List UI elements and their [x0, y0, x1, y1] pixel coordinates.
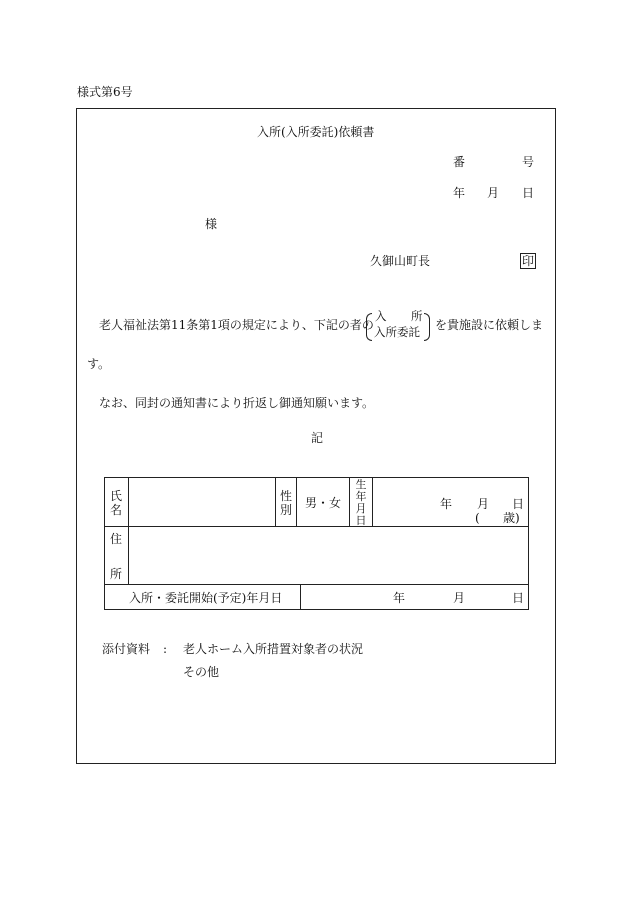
number-label-go: 号 — [522, 155, 535, 169]
option-nyusho-a: 入 — [375, 309, 387, 323]
sex-label-2: 別 — [280, 503, 293, 517]
attachment-item-2: その他 — [183, 665, 220, 679]
date-day-label: 日 — [522, 186, 535, 200]
name-value[interactable] — [130, 478, 274, 525]
date-year-label: 年 — [453, 186, 466, 200]
table-vline-name — [128, 477, 129, 585]
request-paragraph-cont: す。 — [87, 357, 111, 371]
age-label: 歳) — [503, 511, 520, 525]
start-year: 年 — [393, 591, 406, 605]
birth-month: 月 — [477, 497, 490, 511]
request-paragraph-part2: を貴施設に依頼しま — [435, 318, 544, 332]
bracket-right — [424, 313, 430, 341]
attachments-colon: : — [163, 642, 168, 656]
table-vline-birth-value — [372, 477, 373, 527]
ki-heading: 記 — [311, 431, 324, 445]
table-vline-birth-label — [349, 477, 350, 527]
birth-label — [355, 479, 367, 527]
sex-value[interactable]: 男・女 — [305, 496, 342, 510]
address-label-2: 所 — [110, 567, 123, 581]
birth-label-3: 月 — [355, 502, 367, 515]
start-date-label: 入所・委託開始(予定)年月日 — [129, 591, 283, 605]
name-label-1: 氏 — [110, 489, 123, 503]
age-open-paren: ( — [475, 511, 480, 525]
sender-name: 久御山町長 — [370, 254, 431, 268]
notice-paragraph: なお、同封の通知書により折返し御通知願います。 — [99, 396, 375, 410]
address-value[interactable] — [130, 528, 527, 583]
date-month-label: 月 — [487, 186, 500, 200]
table-vline-sex-label — [275, 477, 276, 527]
birth-label-4: 日 — [355, 514, 367, 527]
seal-mark: 印 — [522, 254, 535, 268]
bracket-left — [366, 313, 372, 341]
address-label-1: 住 — [110, 532, 123, 546]
start-day: 日 — [512, 591, 525, 605]
addressee-suffix: 様 — [205, 217, 218, 231]
start-month: 月 — [453, 591, 466, 605]
document-title: 入所(入所委託)依頼書 — [257, 125, 375, 139]
table-hline-1 — [104, 526, 529, 527]
birth-year: 年 — [440, 497, 453, 511]
name-label-2: 名 — [110, 503, 123, 517]
birth-label-1: 生 — [355, 478, 367, 491]
table-hline-2 — [104, 584, 529, 585]
attachment-item-1: 老人ホーム入所措置対象者の状況 — [183, 642, 364, 656]
request-paragraph-part1: 老人福祉法第11条第1項の規定により、下記の者の — [99, 318, 374, 332]
option-nyusho-itaku: 入所委託 — [374, 325, 420, 339]
number-label-ban: 番 — [453, 155, 466, 169]
table-vline-sex-value — [296, 477, 297, 527]
birth-label-2: 年 — [355, 490, 367, 503]
table-vline-start — [300, 584, 301, 610]
sex-label-1: 性 — [280, 489, 293, 503]
attachments-label: 添付資料 — [102, 642, 151, 656]
option-nyusho-b: 所 — [411, 309, 423, 323]
form-number: 様式第6号 — [77, 85, 133, 99]
birth-day: 日 — [512, 497, 525, 511]
